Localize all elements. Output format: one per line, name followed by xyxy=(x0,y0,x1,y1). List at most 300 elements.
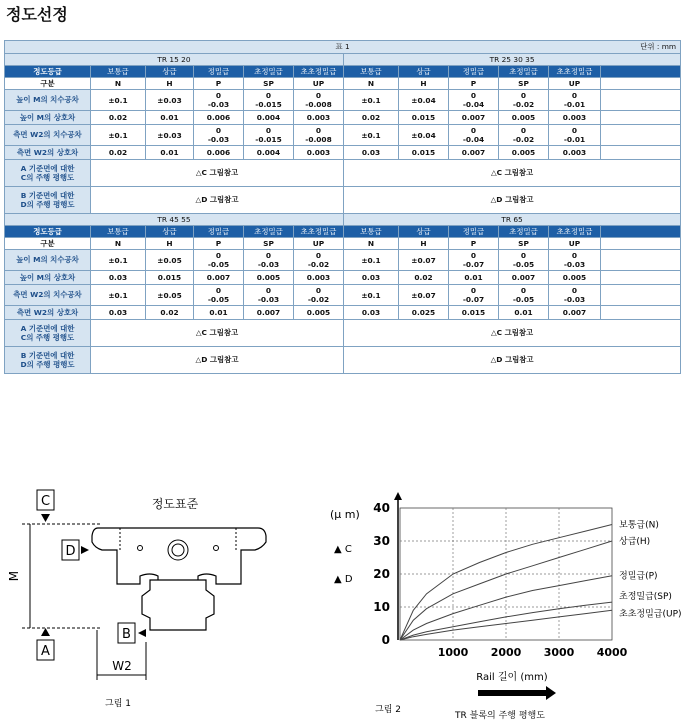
value-cell xyxy=(399,111,449,125)
value-text: 0 xyxy=(571,91,578,100)
value-cell xyxy=(244,306,294,320)
value-text: -0.03 xyxy=(257,260,280,269)
value-text: -0.03 xyxy=(257,295,280,304)
value-text: 0 xyxy=(265,126,272,135)
value-text: 0 xyxy=(470,286,477,295)
row-label-line: C의 주행 평행도 xyxy=(20,173,75,182)
grade-name: 정밀급 xyxy=(449,226,499,238)
series-label: 정밀급(P) xyxy=(619,571,658,582)
value-text: 0.003 xyxy=(562,113,587,122)
value-cell xyxy=(344,125,399,146)
value-text: 0.02 xyxy=(108,113,128,122)
reference-cell: △C 그림참고 xyxy=(344,160,681,187)
value-text: 0 xyxy=(470,251,477,260)
size-group: TR 45 55 xyxy=(5,214,344,226)
y-tick-label: 0 xyxy=(381,633,390,647)
value-text: 0.02 xyxy=(160,308,179,317)
value-cell xyxy=(294,125,344,146)
value-text: -0.04 xyxy=(462,100,485,109)
value-cell xyxy=(91,125,146,146)
grade-name: 초초정밀급 xyxy=(294,226,344,238)
value-cell xyxy=(449,285,499,306)
value-cell xyxy=(549,306,601,320)
row-label-line: A 기준면에 대한 xyxy=(20,164,75,173)
label-c: C xyxy=(40,494,51,509)
value-text: -0.015 xyxy=(255,100,282,109)
value-text: 0 xyxy=(315,286,322,295)
grade-symbol: N xyxy=(344,238,399,250)
y-tick-label: 30 xyxy=(373,534,390,548)
value-text: 0 xyxy=(571,286,578,295)
value-text: 0 xyxy=(265,286,272,295)
value-cell xyxy=(91,90,146,111)
value-cell xyxy=(399,90,449,111)
grade-symbol: P xyxy=(449,238,499,250)
table-title: 표 1 xyxy=(335,42,350,51)
grade-symbol: SP xyxy=(499,78,549,90)
value-text: 0.03 xyxy=(108,273,128,282)
value-cell xyxy=(399,125,449,146)
c-arrow-icon xyxy=(41,514,50,522)
value-text: 0.025 xyxy=(411,308,436,317)
d-arrow-icon xyxy=(81,546,89,554)
grade-name: 상급 xyxy=(399,226,449,238)
grade-header: 정도등급 xyxy=(5,66,91,78)
value-text: ±0.1 xyxy=(361,290,381,300)
value-text: -0.05 xyxy=(207,260,230,269)
value-cell xyxy=(146,125,194,146)
grade-symbol: N xyxy=(344,78,399,90)
grade-name: 초정밀급 xyxy=(244,66,294,78)
value-cell xyxy=(499,285,549,306)
value-text: ±0.1 xyxy=(361,255,381,265)
value-text: 0.015 xyxy=(157,273,182,282)
value-cell xyxy=(449,146,499,160)
figure-2-subtitle: TR 블록의 주행 평행도 xyxy=(455,711,545,721)
symbol-header: 구분 xyxy=(5,78,91,90)
chart-xlabel: Rail 길이 (mm) xyxy=(476,672,548,683)
value-cell xyxy=(91,111,146,125)
row-label: 높이 M의 상호차 xyxy=(5,271,91,285)
y-tick-label: 10 xyxy=(373,600,390,614)
grade-name xyxy=(601,226,681,238)
value-cell xyxy=(549,285,601,306)
grade-name: 초정밀급 xyxy=(499,66,549,78)
row-label xyxy=(5,347,91,374)
y-axis-arrow-icon xyxy=(394,492,402,500)
series-label: 보통급(N) xyxy=(619,520,659,531)
value-text: -0.05 xyxy=(207,295,230,304)
grade-name: 정밀급 xyxy=(194,66,244,78)
value-text: 0.003 xyxy=(306,113,331,122)
row-label: 측면 W2의 상호차 xyxy=(5,306,91,320)
y-tick-label: 40 xyxy=(373,501,390,515)
value-text: -0.02 xyxy=(512,135,535,144)
value-text: ±0.03 xyxy=(157,95,182,105)
value-cell xyxy=(146,271,194,285)
value-cell xyxy=(499,90,549,111)
value-cell xyxy=(91,271,146,285)
value-text: 0 xyxy=(571,251,578,260)
value-text: -0.008 xyxy=(305,100,332,109)
reference-cell: △D 그림참고 xyxy=(344,347,681,374)
table-unit: 단위 : mm xyxy=(640,42,677,51)
value-text: 0.02 xyxy=(361,113,381,122)
value-text: 0.003 xyxy=(562,148,587,157)
row-label: 측면 W2의 치수공차 xyxy=(5,285,91,306)
row-label xyxy=(5,187,91,214)
value-text: -0.07 xyxy=(462,295,485,304)
xlabel-arrow-icon xyxy=(478,686,556,700)
row-label-line: C의 주행 평행도 xyxy=(20,333,75,342)
row-label-line: B 기준면에 대한 xyxy=(20,351,75,360)
value-text: 0.03 xyxy=(361,273,381,282)
value-cell xyxy=(194,125,244,146)
grade-symbol: H xyxy=(146,238,194,250)
value-text: 0 xyxy=(215,286,222,295)
row-label-line: D의 주행 평행도 xyxy=(20,360,75,369)
grade-symbol: N xyxy=(91,238,146,250)
label-b: B xyxy=(122,627,131,642)
value-cell xyxy=(499,250,549,271)
figure-1-caption: 그림 1 xyxy=(105,699,131,709)
value-text: 0.03 xyxy=(361,308,381,317)
grade-symbol: P xyxy=(194,78,244,90)
series-label: 상급(H) xyxy=(619,537,651,547)
value-cell xyxy=(399,306,449,320)
value-cell xyxy=(399,250,449,271)
value-cell xyxy=(244,146,294,160)
grade-symbol: H xyxy=(399,78,449,90)
rail xyxy=(142,580,214,630)
value-cell xyxy=(601,271,681,285)
value-cell xyxy=(601,306,681,320)
value-cell xyxy=(194,111,244,125)
value-cell xyxy=(194,90,244,111)
value-text: 0.005 xyxy=(256,273,281,282)
value-text: -0.03 xyxy=(207,135,230,144)
label-a: A xyxy=(41,644,50,659)
value-text: 0.003 xyxy=(306,148,331,157)
grade-symbol: UP xyxy=(549,78,601,90)
row-label xyxy=(5,320,91,347)
symbol-header: 구분 xyxy=(5,238,91,250)
size-group: TR 65 xyxy=(344,214,681,226)
grade-name: 초정밀급 xyxy=(499,226,549,238)
value-cell xyxy=(601,125,681,146)
row-label-line: B 기준면에 대한 xyxy=(20,191,75,200)
value-cell xyxy=(146,250,194,271)
grade-name: 초초정밀급 xyxy=(294,66,344,78)
series-label: 초정밀급(SP) xyxy=(619,592,672,603)
row-label-line: D의 주행 평행도 xyxy=(20,200,75,209)
value-text: 0.004 xyxy=(256,113,281,122)
reference-cell: △C 그림참고 xyxy=(344,320,681,347)
value-cell xyxy=(344,90,399,111)
grade-symbol xyxy=(601,238,681,250)
grade-name: 정밀급 xyxy=(194,226,244,238)
value-text: 0.02 xyxy=(108,148,128,157)
value-text: 0 xyxy=(265,251,272,260)
grade-name: 초초정밀급 xyxy=(549,226,601,238)
value-text: -0.008 xyxy=(305,135,332,144)
value-text: ±0.04 xyxy=(411,130,436,140)
value-cell xyxy=(549,111,601,125)
value-cell xyxy=(244,285,294,306)
value-text: 0.02 xyxy=(414,273,433,282)
value-text: ±0.1 xyxy=(108,290,128,300)
value-cell xyxy=(399,285,449,306)
reference-cell: △D 그림참고 xyxy=(344,187,681,214)
page-title: 정도선정 xyxy=(6,5,68,24)
value-text: -0.04 xyxy=(462,135,485,144)
value-cell xyxy=(499,125,549,146)
value-text: 0 xyxy=(315,91,322,100)
value-text: 0 xyxy=(520,91,527,100)
value-cell xyxy=(294,90,344,111)
value-text: 0 xyxy=(215,251,222,260)
value-cell xyxy=(344,146,399,160)
grade-name: 상급 xyxy=(146,66,194,78)
value-cell xyxy=(601,146,681,160)
value-text: ±0.1 xyxy=(108,130,128,140)
grade-name: 상급 xyxy=(146,226,194,238)
value-text: 0.015 xyxy=(411,113,436,122)
reference-cell: △C 그림참고 xyxy=(91,320,344,347)
value-text: 0.004 xyxy=(256,148,281,157)
grade-symbol: UP xyxy=(294,78,344,90)
value-cell xyxy=(91,285,146,306)
value-cell xyxy=(549,90,601,111)
value-text: 0.03 xyxy=(108,308,128,317)
y-tick-label: 20 xyxy=(373,567,390,581)
grade-header: 정도등급 xyxy=(5,226,91,238)
grade-name: 보통급 xyxy=(91,226,146,238)
value-text: 0.015 xyxy=(461,308,486,317)
row-label: 높이 M의 치수공차 xyxy=(5,90,91,111)
value-cell xyxy=(449,90,499,111)
value-text: 0 xyxy=(470,91,477,100)
value-text: 0.007 xyxy=(461,148,486,157)
size-group: TR 15 20 xyxy=(5,54,344,66)
value-text: -0.05 xyxy=(512,295,535,304)
value-text: -0.03 xyxy=(563,295,586,304)
value-cell xyxy=(449,250,499,271)
value-cell xyxy=(549,125,601,146)
value-cell xyxy=(91,146,146,160)
value-text: -0.03 xyxy=(207,100,230,109)
row-label-line: A 기준면에 대한 xyxy=(20,324,75,333)
value-cell xyxy=(146,90,194,111)
value-text: 0.005 xyxy=(511,113,536,122)
value-text: -0.07 xyxy=(462,260,485,269)
value-cell xyxy=(194,285,244,306)
value-text: 0.005 xyxy=(511,148,536,157)
grade-symbol: P xyxy=(449,78,499,90)
value-text: 0 xyxy=(571,126,578,135)
value-cell xyxy=(146,111,194,125)
row-label: 측면 W2의 상호차 xyxy=(5,146,91,160)
value-text: -0.05 xyxy=(512,260,535,269)
value-text: 0 xyxy=(315,251,322,260)
value-cell xyxy=(194,271,244,285)
grade-name: 초초정밀급 xyxy=(549,66,601,78)
legend-c: ▲ C xyxy=(334,544,352,555)
reference-cell: △C 그림참고 xyxy=(91,160,344,187)
value-cell xyxy=(294,306,344,320)
value-text: -0.02 xyxy=(307,260,330,269)
value-cell xyxy=(244,111,294,125)
value-text: ±0.07 xyxy=(411,255,436,265)
grade-name: 초정밀급 xyxy=(244,226,294,238)
value-text: ±0.04 xyxy=(411,95,436,105)
value-text: 0 xyxy=(315,126,322,135)
value-text: 0.007 xyxy=(562,308,587,317)
value-cell xyxy=(601,90,681,111)
x-tick-label: 1000 xyxy=(437,646,469,659)
figure-2-caption: 그림 2 xyxy=(375,705,401,715)
value-cell xyxy=(399,146,449,160)
value-cell xyxy=(244,271,294,285)
grade-name: 정밀급 xyxy=(449,66,499,78)
value-text: 0.007 xyxy=(206,273,231,282)
grade-name: 상급 xyxy=(399,66,449,78)
grade-symbol: H xyxy=(399,238,449,250)
value-cell xyxy=(449,271,499,285)
value-text: ±0.1 xyxy=(108,255,128,265)
grade-name: 보통급 xyxy=(344,66,399,78)
value-text: 0.005 xyxy=(306,308,331,317)
value-text: 0.01 xyxy=(160,113,179,122)
grade-symbol: SP xyxy=(499,238,549,250)
value-cell xyxy=(194,250,244,271)
grade-symbol: SP xyxy=(244,238,294,250)
value-cell xyxy=(91,250,146,271)
value-text: 0.015 xyxy=(411,148,436,157)
series-label: 초초정밀급(UP) xyxy=(619,609,682,620)
value-cell xyxy=(344,250,399,271)
value-cell xyxy=(344,111,399,125)
value-cell xyxy=(499,271,549,285)
value-cell xyxy=(499,146,549,160)
row-label: 측면 W2의 치수공차 xyxy=(5,125,91,146)
value-cell xyxy=(449,111,499,125)
grade-name: 보통급 xyxy=(91,66,146,78)
value-cell xyxy=(344,271,399,285)
value-text: ±0.05 xyxy=(157,255,182,265)
value-text: 0.005 xyxy=(562,273,587,282)
value-text: 0.01 xyxy=(209,308,228,317)
value-cell xyxy=(549,271,601,285)
value-text: ±0.03 xyxy=(157,130,182,140)
value-text: 0 xyxy=(215,91,222,100)
value-text: ±0.1 xyxy=(108,95,128,105)
reference-cell: △D 그림참고 xyxy=(91,347,344,374)
value-text: 0.006 xyxy=(206,113,231,122)
value-text: ±0.1 xyxy=(361,130,381,140)
legend-d: ▲ D xyxy=(334,574,353,585)
value-cell xyxy=(344,306,399,320)
figure-2-chart xyxy=(320,490,684,721)
value-text: ±0.05 xyxy=(157,290,182,300)
row-label: 높이 M의 치수공차 xyxy=(5,250,91,271)
value-cell xyxy=(294,146,344,160)
precision-table xyxy=(4,40,681,374)
value-text: 0.01 xyxy=(464,273,483,282)
value-text: 0 xyxy=(265,91,272,100)
value-cell xyxy=(146,306,194,320)
value-text: 0.006 xyxy=(206,148,231,157)
value-cell xyxy=(549,250,601,271)
dimension-m: M xyxy=(7,570,21,582)
chart-unit-label: (μ m) xyxy=(330,508,360,521)
value-text: 0 xyxy=(470,126,477,135)
b-arrow-icon xyxy=(138,629,146,637)
value-cell xyxy=(244,90,294,111)
value-text: -0.01 xyxy=(563,100,586,109)
a-arrow-icon xyxy=(41,628,50,636)
value-text: -0.03 xyxy=(563,260,586,269)
value-cell xyxy=(194,306,244,320)
x-tick-label: 2000 xyxy=(490,646,522,659)
value-cell xyxy=(344,285,399,306)
value-cell xyxy=(294,271,344,285)
value-text: ±0.1 xyxy=(361,95,381,105)
value-cell xyxy=(601,250,681,271)
grade-symbol: UP xyxy=(549,238,601,250)
x-tick-label: 4000 xyxy=(596,646,628,659)
figure-1-title: 정도표준 xyxy=(151,497,199,511)
grade-symbol: N xyxy=(91,78,146,90)
value-text: 0 xyxy=(520,286,527,295)
reference-cell: △D 그림참고 xyxy=(91,187,344,214)
value-cell xyxy=(499,306,549,320)
value-text: -0.01 xyxy=(563,135,586,144)
value-text: ±0.07 xyxy=(411,290,436,300)
value-cell xyxy=(549,146,601,160)
row-label xyxy=(5,160,91,187)
value-cell xyxy=(449,125,499,146)
grade-name xyxy=(601,66,681,78)
value-text: 0.003 xyxy=(306,273,331,282)
value-text: 0 xyxy=(215,126,222,135)
x-tick-label: 3000 xyxy=(543,646,575,659)
size-group: TR 25 30 35 xyxy=(344,54,681,66)
grade-symbol: P xyxy=(194,238,244,250)
label-d: D xyxy=(65,544,76,559)
value-cell xyxy=(499,111,549,125)
value-cell xyxy=(91,306,146,320)
grade-symbol: SP xyxy=(244,78,294,90)
grade-symbol: H xyxy=(146,78,194,90)
value-text: 0.007 xyxy=(256,308,281,317)
value-cell xyxy=(146,146,194,160)
value-text: 0.01 xyxy=(514,308,533,317)
value-text: -0.015 xyxy=(255,135,282,144)
value-text: 0.007 xyxy=(461,113,486,122)
value-text: 0.007 xyxy=(511,273,536,282)
value-text: 0 xyxy=(520,251,527,260)
row-label: 높이 M의 상호차 xyxy=(5,111,91,125)
value-cell xyxy=(244,250,294,271)
value-text: 0.03 xyxy=(361,148,381,157)
grade-symbol: UP xyxy=(294,238,344,250)
value-text: -0.02 xyxy=(512,100,535,109)
figure-1-drawing xyxy=(0,480,300,721)
value-cell xyxy=(601,285,681,306)
value-cell xyxy=(449,306,499,320)
value-cell xyxy=(294,250,344,271)
